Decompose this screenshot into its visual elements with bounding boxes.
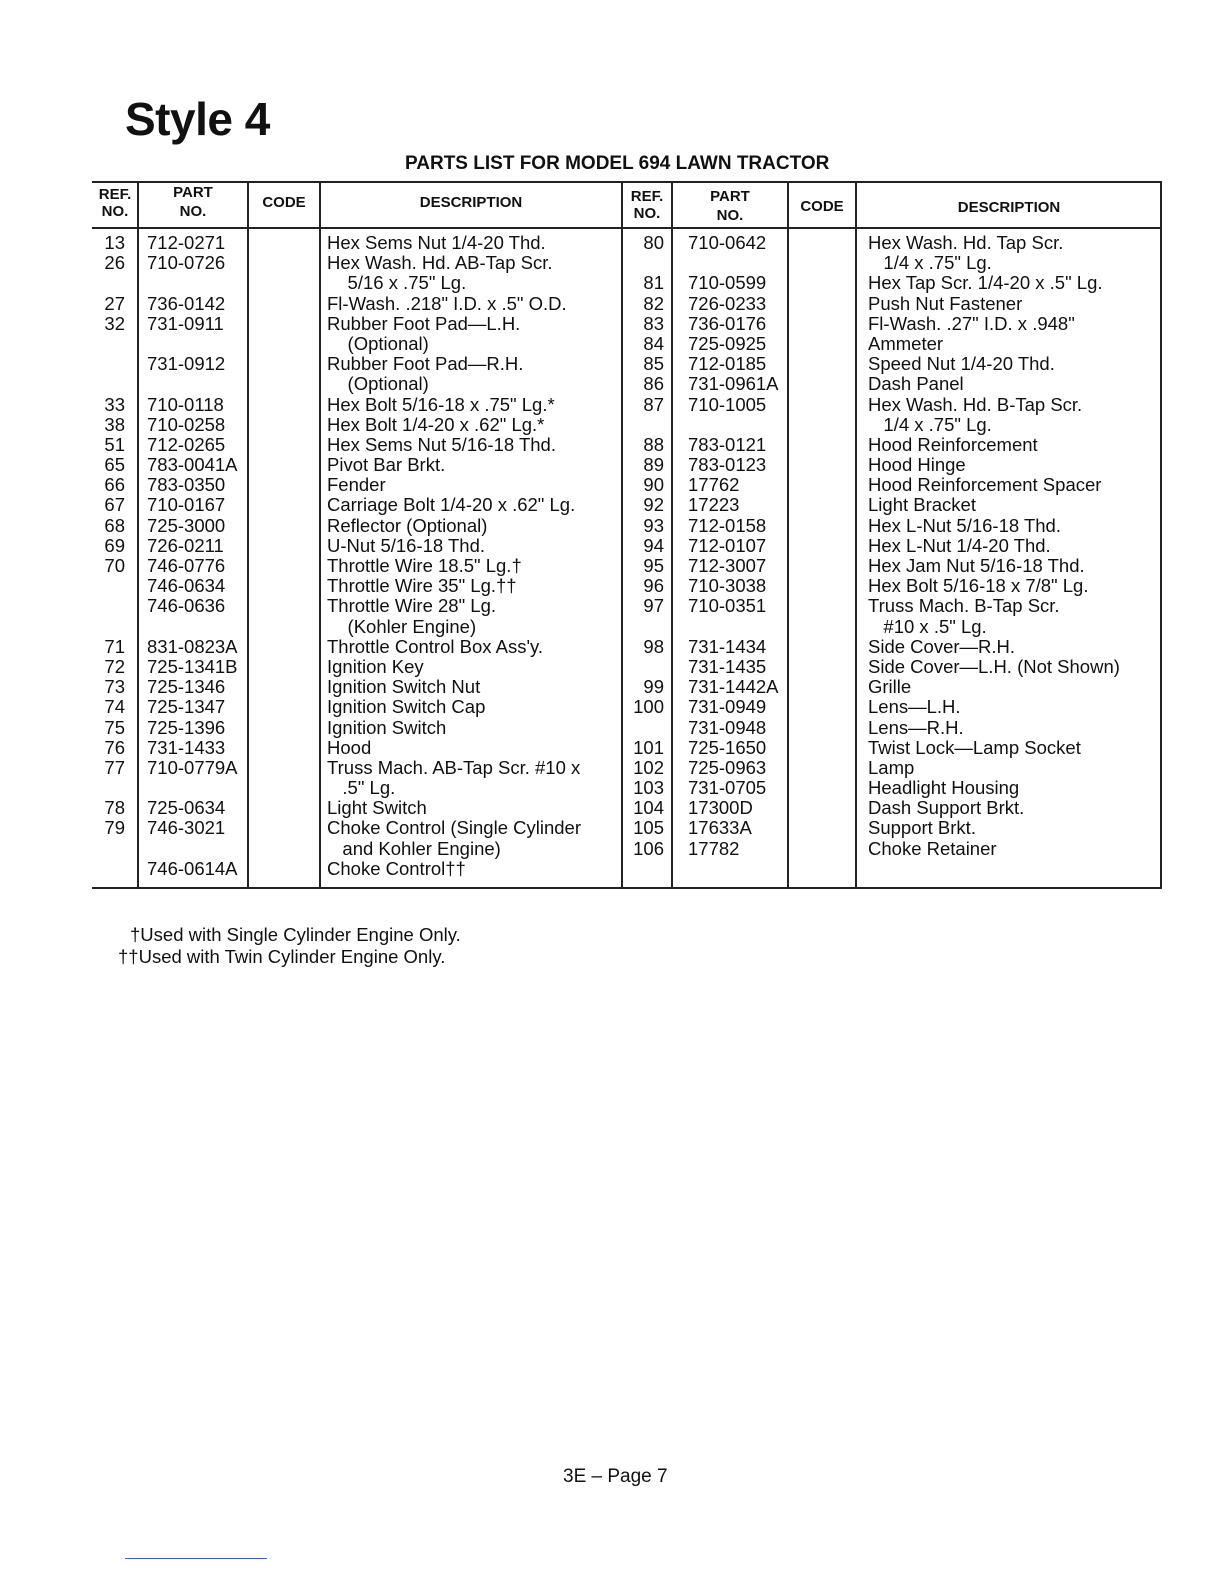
right-part-cell: 710-0351 (688, 595, 767, 617)
left-part-cell: 710-0779A (147, 756, 238, 778)
right-ref-cell: 89 (643, 454, 664, 476)
left-part-cell (147, 778, 247, 798)
right-part-cell: 736-0176 (688, 312, 767, 334)
left-part-cell: 783-0350 (147, 474, 226, 496)
right-part-cell: 710-0642 (688, 232, 767, 253)
right-desc-cell: Headlight Housing (868, 777, 1020, 799)
left-ref-cell: 67 (104, 494, 125, 516)
right-desc-cell: Hex L-Nut 5/16-18 Thd. (868, 514, 1061, 536)
divider-ref-part-left (137, 181, 139, 889)
left-part-cell: 725-1396 (147, 716, 226, 738)
left-part-cell: 712-0265 (147, 433, 226, 455)
left-part-cell: 746-0634 (147, 575, 226, 597)
left-part-cell (147, 334, 247, 354)
left-ref-cell: 33 (104, 393, 125, 415)
right-ref-cell: 81 (643, 272, 664, 294)
right-part-cell: 731-1435 (688, 655, 767, 677)
right-desc-cell: Side Cover—L.H. (Not Shown) (868, 655, 1120, 677)
right-part-cell: 731-1434 (688, 635, 767, 657)
right-ref-cell: 97 (643, 595, 664, 617)
left-ref-cell: 70 (104, 555, 125, 576)
page-number: 3E – Page 7 (563, 1466, 668, 1487)
right-ref-cell: 85 (643, 353, 664, 375)
left-desc-cell: Ignition Switch Nut (327, 676, 481, 698)
header-part-line2: NO. (179, 203, 207, 220)
left-part-cell: 725-3000 (147, 514, 226, 536)
right-ref-cell: 87 (643, 393, 664, 415)
header-code-left: CODE (262, 194, 306, 211)
left-ref-cell: 27 (104, 292, 125, 314)
right-part-cell: 731-0961A (688, 373, 779, 395)
right-part-cell: 731-0948 (688, 716, 767, 738)
left-desc-cell: (Kohler Engine) (327, 615, 477, 637)
table-right-border (1160, 181, 1162, 889)
left-ref-cell: 73 (104, 676, 125, 698)
right-ref-cell: 99 (643, 676, 664, 698)
right-ref-cell: 98 (643, 635, 664, 657)
right-ref-cell: 84 (643, 332, 664, 354)
left-part-cell: 710-0167 (147, 494, 226, 516)
footnote-twin-cylinder: ††Used with Twin Cylinder Engine Only. (118, 946, 446, 967)
right-desc-cell: Hood Hinge (868, 454, 966, 476)
page-heading: Style 4 (125, 93, 270, 145)
right-part-cell: 17223 (688, 494, 740, 516)
right-ref-cell: 92 (643, 494, 664, 516)
right-part-cell: 783-0121 (688, 433, 767, 455)
right-part-cell: 710-0599 (688, 272, 767, 294)
left-part-cell: 710-0258 (147, 413, 226, 435)
right-description-column (868, 233, 1158, 859)
left-ref-cell (92, 778, 125, 798)
right-ref-cell (622, 718, 664, 738)
left-part-cell: 731-1433 (147, 736, 226, 758)
left-ref-cell (92, 839, 125, 859)
parts-list-title: PARTS LIST FOR MODEL 694 LAWN TRACTOR (405, 153, 830, 174)
right-desc-cell: Hood Reinforcement (868, 433, 1038, 455)
left-ref-cell: 68 (104, 514, 125, 536)
right-ref-cell: 100 (633, 696, 664, 718)
left-ref-cell: 77 (104, 756, 125, 778)
right-desc-cell: Hex Wash. Hd. Tap Scr. (868, 232, 1064, 253)
left-desc-cell: Hex Bolt 5/16-18 x .75" Lg.* (327, 393, 555, 415)
header-description-left: DESCRIPTION (419, 194, 523, 211)
left-part-cell: 726-0211 (147, 534, 224, 556)
left-desc-cell: Throttle Wire 28" Lg. (327, 595, 497, 617)
right-desc-cell: Fl-Wash. .27" I.D. x .948" (868, 312, 1075, 334)
right-ref-cell (622, 617, 664, 637)
left-desc-cell: Pivot Bar Brkt. (327, 454, 446, 476)
right-ref-cell: 94 (643, 534, 664, 556)
left-ref-cell: 51 (104, 433, 125, 455)
header-bottom-rule (92, 227, 1162, 229)
left-desc-cell: Carriage Bolt 1/4-20 x .62" Lg. (327, 494, 576, 516)
right-part-cell (688, 617, 787, 637)
right-ref-cell: 82 (643, 292, 664, 314)
right-part-cell: 731-0705 (688, 777, 767, 799)
left-desc-cell: (Optional) (327, 332, 429, 354)
header-part-line1: PART (710, 188, 750, 205)
left-desc-cell: Ignition Switch Cap (327, 696, 486, 718)
left-ref-cell: 76 (104, 736, 125, 758)
header-part-right (672, 188, 788, 224)
left-description-column (327, 233, 617, 879)
left-part-cell (147, 273, 247, 293)
left-ref-cell: 78 (104, 797, 125, 819)
header-part-line2: NO. (716, 207, 744, 224)
left-part-cell: 725-1341B (147, 655, 238, 677)
right-part-cell: 783-0123 (688, 454, 767, 476)
left-part-cell (147, 839, 247, 859)
right-ref-cell: 102 (633, 756, 664, 778)
right-part-cell: 712-0107 (688, 534, 767, 556)
left-desc-cell: Throttle Control Box Ass'y. (327, 635, 544, 657)
left-part-cell: 746-0614A (147, 857, 238, 879)
right-desc-cell: Dash Support Brkt. (868, 797, 1025, 819)
divider-ref-part-right (671, 181, 673, 889)
header-part-left (138, 184, 248, 220)
right-desc-cell: Hex Tap Scr. 1/4-20 x .5" Lg. (868, 272, 1103, 294)
left-ref-cell (92, 596, 125, 616)
right-part-column (688, 233, 787, 859)
left-desc-cell: Choke Control (Single Cylinder (327, 817, 581, 839)
right-ref-cell: 101 (633, 736, 664, 758)
left-desc-cell: Light Switch (327, 797, 427, 819)
right-desc-cell: Ammeter (868, 332, 944, 354)
header-code-right: CODE (800, 198, 844, 215)
right-desc-cell: Light Bracket (868, 494, 976, 516)
left-part-cell: 710-0118 (147, 393, 224, 415)
right-part-cell: 712-0158 (688, 514, 767, 536)
left-desc-cell: Ignition Switch (327, 716, 447, 738)
left-part-cell: 731-0911 (147, 312, 224, 334)
left-ref-cell (92, 273, 125, 293)
right-part-cell: 17762 (688, 474, 740, 496)
header-description-right: DESCRIPTION (957, 199, 1061, 216)
left-desc-cell: (Optional) (327, 373, 429, 395)
divider-part-code-left (247, 181, 249, 889)
header-part-line1: PART (173, 184, 213, 201)
left-ref-cell: 71 (104, 635, 125, 657)
right-desc-cell: Hex L-Nut 1/4-20 Thd. (868, 534, 1051, 556)
left-part-cell: 831-0823A (147, 635, 238, 657)
header-ref-line1: REF. (630, 188, 664, 205)
right-part-cell: 712-0185 (688, 353, 767, 375)
left-desc-cell: Throttle Wire 35" Lg.†† (327, 575, 517, 597)
left-ref-cell: 65 (104, 454, 125, 476)
header-ref-right (622, 188, 672, 222)
right-desc-cell: Hex Wash. Hd. B-Tap Scr. (868, 393, 1083, 415)
right-ref-cell: 88 (643, 433, 664, 455)
left-ref-cell (92, 334, 125, 354)
left-ref-cell: 38 (104, 413, 125, 435)
left-ref-cell: 72 (104, 655, 125, 677)
right-desc-cell: Lamp (868, 756, 915, 778)
right-ref-column (622, 233, 664, 859)
left-ref-cell: 74 (104, 696, 125, 718)
right-ref-cell: 103 (633, 777, 664, 799)
left-ref-cell: 13 (104, 232, 125, 253)
left-part-cell: 725-1347 (147, 696, 226, 718)
left-desc-cell: Hex Sems Nut 1/4-20 Thd. (327, 232, 546, 253)
left-ref-cell: 79 (104, 817, 125, 839)
left-desc-cell: Hex Bolt 1/4-20 x .62" Lg.* (327, 413, 545, 435)
right-part-cell (688, 253, 787, 273)
right-part-cell: 725-0963 (688, 756, 767, 778)
right-ref-cell: 106 (633, 837, 664, 859)
left-part-cell: 746-0636 (147, 595, 226, 617)
divider-code-desc-left (319, 181, 321, 889)
right-desc-cell: Dash Panel (868, 373, 964, 395)
right-part-cell: 725-1650 (688, 736, 767, 758)
right-desc-cell: Push Nut Fastener (868, 292, 1023, 314)
left-desc-cell: 5/16 x .75" Lg. (327, 272, 467, 294)
right-part-cell: 17633A (688, 817, 752, 839)
left-ref-cell: 75 (104, 716, 125, 738)
left-ref-cell: 26 (104, 252, 125, 274)
right-part-cell: 725-0925 (688, 332, 767, 354)
right-ref-cell (622, 253, 664, 273)
left-desc-cell: .5" Lg. (327, 777, 396, 799)
right-desc-cell: #10 x .5" Lg. (868, 615, 987, 637)
right-ref-cell: 90 (643, 474, 664, 496)
left-desc-cell: Fender (327, 474, 386, 496)
table-top-rule (92, 181, 1162, 183)
left-desc-cell: Hex Wash. Hd. AB-Tap Scr. (327, 252, 553, 274)
right-ref-cell: 96 (643, 575, 664, 597)
right-desc-cell: Truss Mach. B-Tap Scr. (868, 595, 1060, 617)
right-ref-cell: 95 (643, 555, 664, 576)
right-desc-cell: Twist Lock—Lamp Socket (868, 736, 1081, 758)
left-ref-column (92, 233, 125, 879)
left-desc-cell: Rubber Foot Pad—L.H. (327, 312, 521, 334)
footnote-single-cylinder: †Used with Single Cylinder Engine Only. (130, 924, 461, 945)
left-ref-cell: 66 (104, 474, 125, 496)
right-desc-cell: Speed Nut 1/4-20 Thd. (868, 353, 1055, 375)
right-desc-cell: 1/4 x .75" Lg. (868, 252, 992, 274)
left-ref-cell: 32 (104, 312, 125, 334)
right-desc-cell: Support Brkt. (868, 817, 976, 839)
right-desc-cell: Hood Reinforcement Spacer (868, 474, 1102, 496)
right-desc-cell: Lens—L.H. (868, 696, 961, 718)
left-ref-cell (92, 617, 125, 637)
right-ref-cell (622, 415, 664, 435)
left-desc-cell: Throttle Wire 18.5" Lg.† (327, 555, 522, 576)
left-part-cell: 746-0776 (147, 555, 226, 576)
left-ref-cell: 69 (104, 534, 125, 556)
left-part-cell (147, 374, 247, 394)
left-desc-cell: Hex Sems Nut 5/16-18 Thd. (327, 433, 556, 455)
right-part-cell: 17782 (688, 837, 740, 859)
right-ref-cell: 104 (633, 797, 664, 819)
right-desc-cell: Hex Bolt 5/16-18 x 7/8" Lg. (868, 575, 1089, 597)
left-part-cell: 725-0634 (147, 797, 226, 819)
header-ref-line2: NO. (633, 205, 661, 222)
left-part-cell: 712-0271 (147, 232, 226, 253)
left-part-column (147, 233, 247, 879)
right-part-cell: 17300D (688, 797, 753, 819)
right-desc-cell: Grille (868, 676, 912, 698)
right-desc-cell: Lens—R.H. (868, 716, 964, 738)
header-ref-line1: REF. (98, 186, 132, 203)
left-desc-cell: Reflector (Optional) (327, 514, 488, 536)
left-desc-cell: Truss Mach. AB-Tap Scr. #10 x (327, 756, 581, 778)
right-ref-cell: 80 (643, 232, 664, 253)
left-desc-cell: Fl-Wash. .218" I.D. x .5" O.D. (327, 292, 567, 314)
left-part-cell: 736-0142 (147, 292, 226, 314)
left-desc-cell: Rubber Foot Pad—R.H. (327, 353, 524, 375)
right-desc-cell: 1/4 x .75" Lg. (868, 413, 992, 435)
left-ref-cell (92, 859, 125, 879)
right-part-cell: 710-1005 (688, 393, 767, 415)
right-part-cell: 710-3038 (688, 575, 767, 597)
left-ref-cell (92, 374, 125, 394)
divider-code-desc-right (855, 181, 857, 889)
left-ref-cell (92, 354, 125, 374)
right-part-cell: 726-0233 (688, 292, 767, 314)
left-part-cell: 746-3021 (147, 817, 226, 839)
right-ref-cell: 83 (643, 312, 664, 334)
right-part-cell (688, 415, 787, 435)
right-ref-cell (622, 657, 664, 677)
left-part-cell: 783-0041A (147, 454, 238, 476)
divider-part-code-right (787, 181, 789, 889)
left-desc-cell: Ignition Key (327, 655, 424, 677)
right-desc-cell: Side Cover—R.H. (868, 635, 1016, 657)
left-desc-cell: Hood (327, 736, 372, 758)
left-ref-cell (92, 576, 125, 596)
left-part-cell: 731-0912 (147, 353, 226, 375)
right-part-cell: 731-0949 (688, 696, 767, 718)
left-desc-cell: Choke Control†† (327, 857, 466, 879)
left-desc-cell: U-Nut 5/16-18 Thd. (327, 534, 486, 556)
right-ref-cell: 93 (643, 514, 664, 536)
parts-table (92, 181, 1162, 891)
left-part-cell (147, 617, 247, 637)
right-desc-cell: Choke Retainer (868, 837, 997, 859)
header-ref-left (92, 186, 138, 220)
footnotes (118, 924, 461, 968)
left-desc-cell: and Kohler Engine) (327, 837, 501, 859)
left-part-cell: 725-1346 (147, 676, 226, 698)
right-part-cell: 712-3007 (688, 555, 767, 576)
right-ref-cell: 86 (643, 373, 664, 395)
right-ref-cell: 105 (633, 817, 664, 839)
right-part-cell: 731-1442A (688, 676, 779, 698)
table-bottom-rule (92, 887, 1162, 889)
header-ref-line2: NO. (101, 203, 129, 220)
bottom-rule (125, 1558, 267, 1559)
left-part-cell: 710-0726 (147, 252, 226, 274)
right-desc-cell: Hex Jam Nut 5/16-18 Thd. (868, 555, 1085, 576)
